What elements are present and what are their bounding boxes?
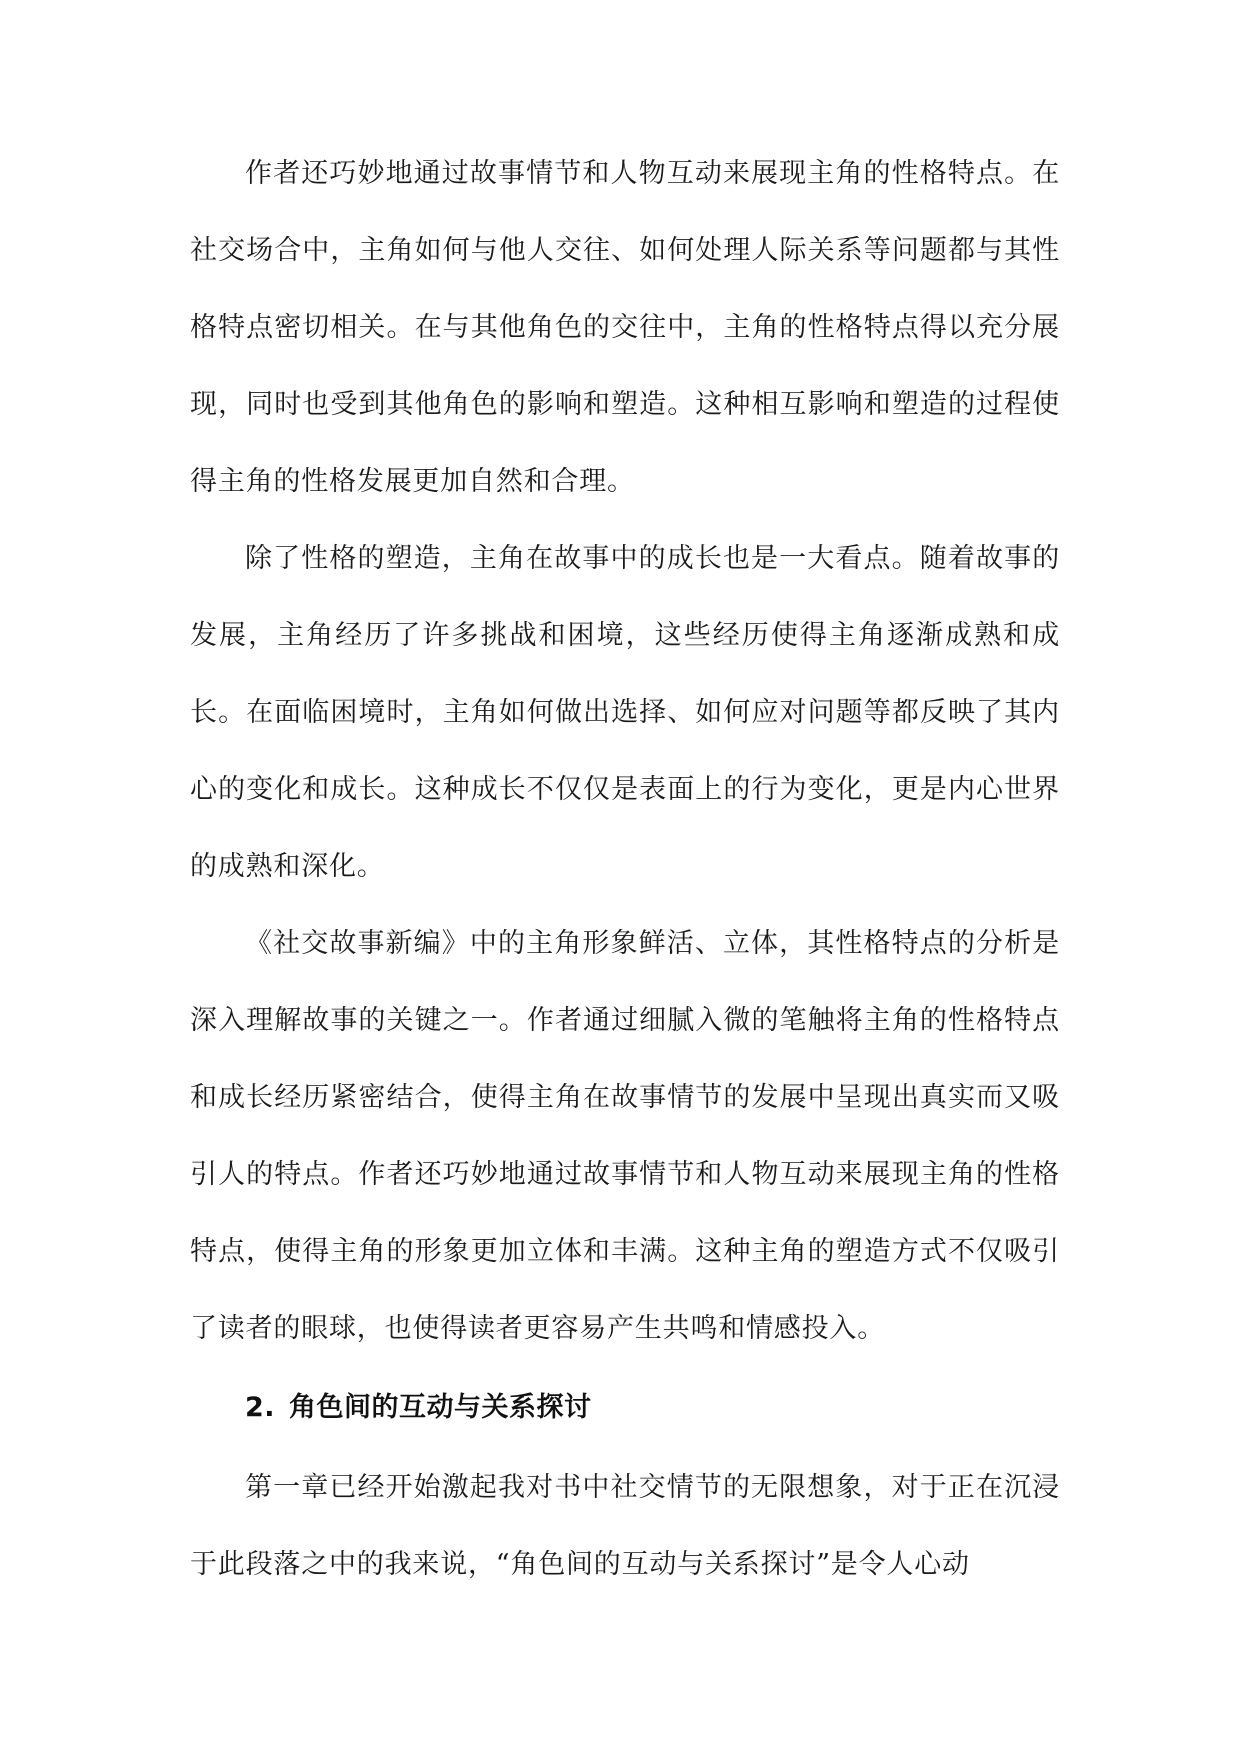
body-text-section — [190, 135, 1060, 1367]
section-title: 角色间的互动与关系探讨 — [289, 1392, 592, 1423]
section-number: 2. — [245, 1392, 276, 1423]
section-heading — [245, 1388, 592, 1428]
paragraph-character-interaction: 作者还巧妙地通过故事情节和人物互动来展现主角的性格特点。在社交场合中，主角如何与他人交往、如何处理人际关系等问题都与其性格特点密切相关。在与其他角色的交往中，主角的性格特点得以充分展现，同时也受到其他角色的影响和塑造。这种相互影响和塑造的过程使得主角的性格发展更加自然和合理。 — [190, 158, 1060, 497]
paragraph-protagonist-summary: 《社交故事新编》中的主角形象鲜活、立体，其性格特点的分析是深入理解故事的关键之一。作者通过细腻入微的笔触将主角的性格特点和成长经历紧密结合，使得主角在故事情节的发展中呈现出真实而又吸引人的特点。作者还巧妙地通过故事情节和人物互动来展现主角的性格特点，使得主角的形象更加立体和丰满。这种主角的塑造方式不仅吸引了读者的眼球，也使得读者更容易产生共鸣和情感投入。 — [190, 928, 1060, 1344]
paragraph-section-intro: 第一章已经开始激起我对书中社交情节的无限想象，对于正在沉浸于此段落之中的我来说，“角色间的互动与关系探讨”是令人心动 — [190, 1472, 1060, 1580]
body-text-section-2 — [190, 1449, 1060, 1603]
paragraph-character-growth: 除了性格的塑造，主角在故事中的成长也是一大看点。随着故事的发展，主角经历了许多挑战和困境，这些经历使得主角逐渐成熟和成长。在面临困境时，主角如何做出选择、如何应对问题等都反映了其内心的变化和成长。这种成长不仅仅是表面上的行为变化，更是内心世界的成熟和深化。 — [190, 543, 1060, 882]
